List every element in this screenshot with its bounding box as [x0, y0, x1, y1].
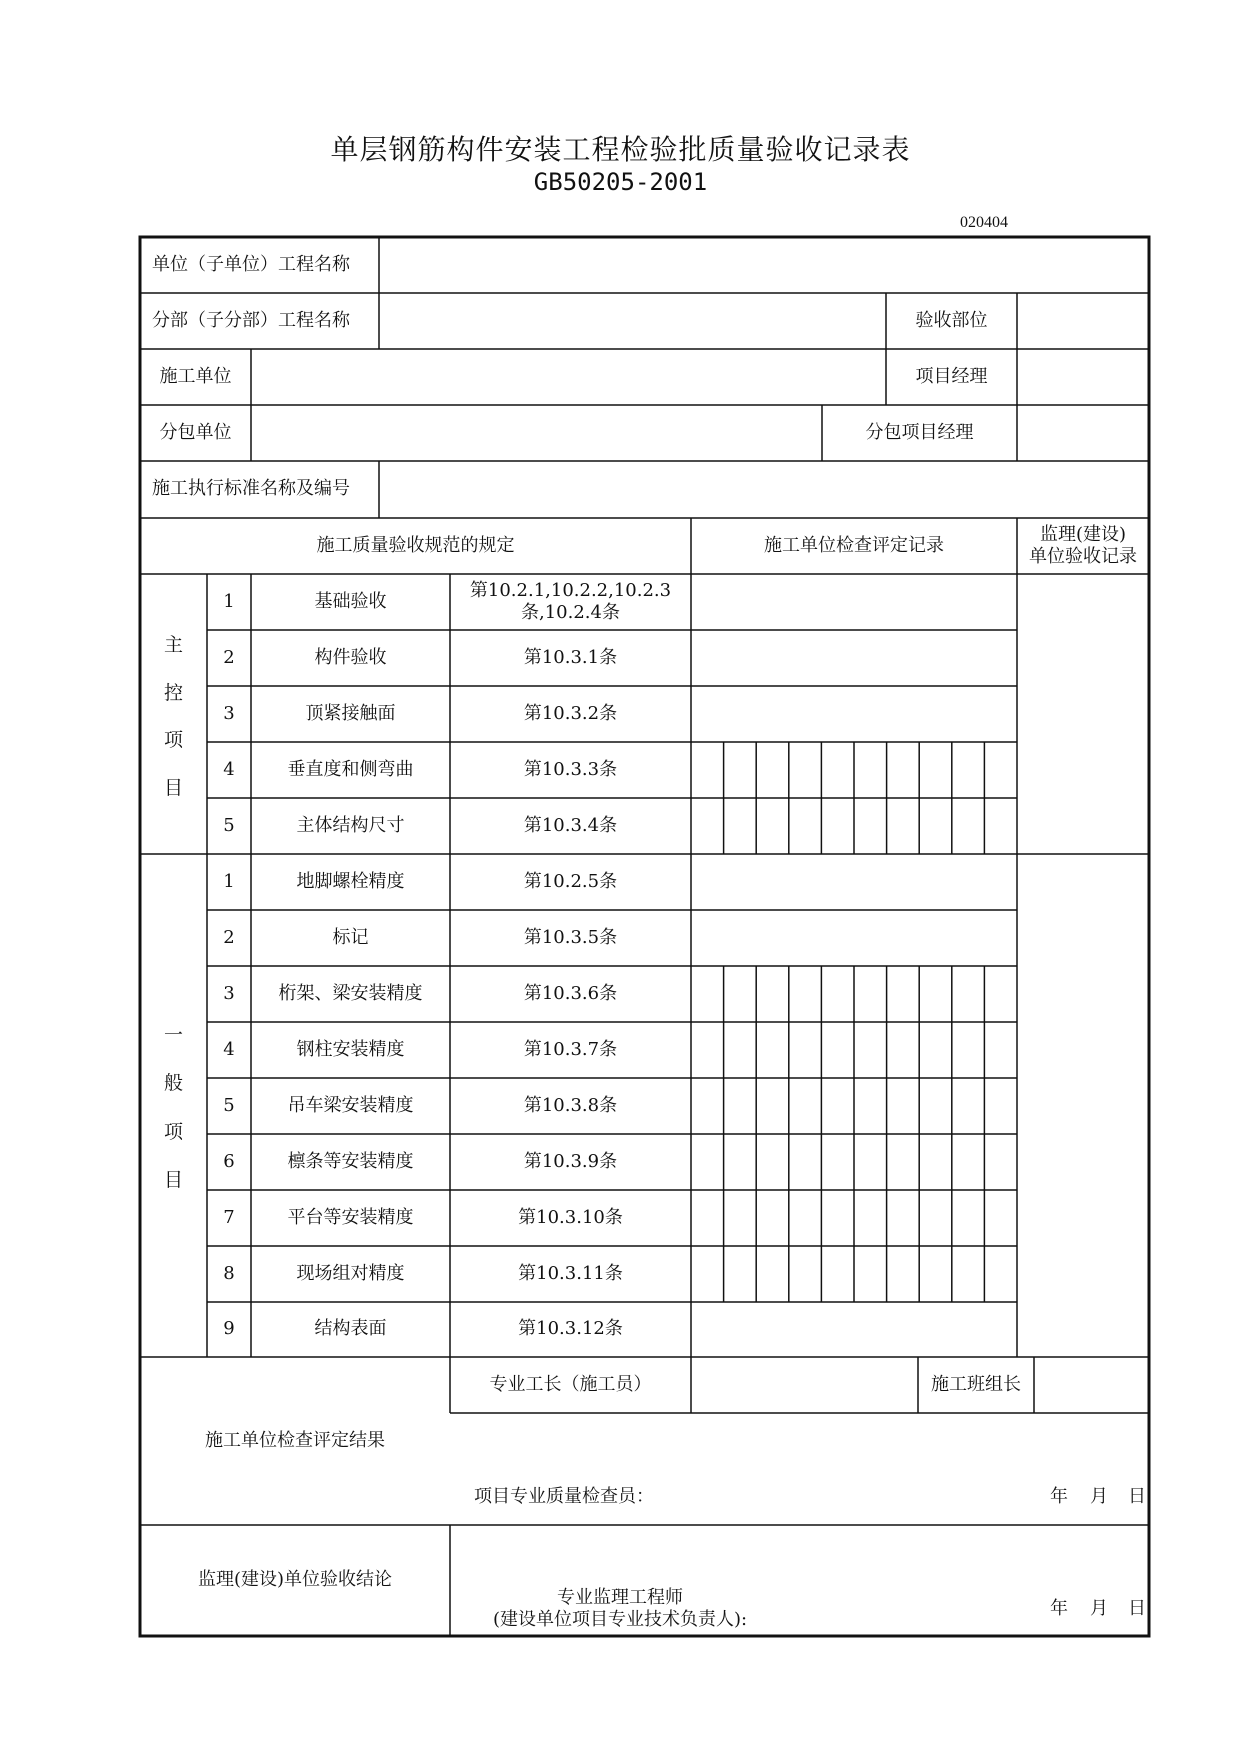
item-clause: 第10.3.11条: [518, 1262, 623, 1284]
item-name: 主体结构尺寸: [296, 814, 405, 836]
item-number: 6: [223, 1150, 235, 1172]
item-clause: 第10.3.3条: [523, 758, 618, 780]
item-clause: 第10.2.1,10.2.2,10.2.3 条,10.2.4条: [469, 579, 672, 623]
item-name: 钢柱安装精度: [296, 1038, 405, 1060]
item-clause: 第10.3.4条: [523, 814, 618, 836]
unit-project-label: 单位（子单位）工程名称: [152, 253, 350, 275]
item-clause: 第10.3.8条: [523, 1094, 618, 1116]
item-number: 2: [223, 646, 235, 668]
team-leader-label: 施工班组长: [931, 1373, 1021, 1395]
supervision-header: [1017, 518, 1149, 574]
item-name: 现场组对精度: [296, 1262, 405, 1284]
item-name: 顶紧接触面: [305, 702, 396, 724]
inspector-label: 项目专业质量检查员：: [474, 1485, 654, 1507]
conclusion-label: 监理(建设)单位验收结论: [197, 1569, 393, 1591]
item-clause: 第10.3.10条: [518, 1206, 623, 1228]
item-clause: 第10.3.7条: [523, 1038, 618, 1060]
item-name: 桁架、梁安装精度: [278, 982, 423, 1004]
item-number: 3: [223, 702, 235, 724]
general-group-label: 一 般 项 目: [163, 1024, 183, 1191]
check-record-header: 施工单位检查评定记录: [764, 534, 944, 556]
spec-header: 施工质量验收规范的规定: [316, 534, 515, 556]
item-number: 3: [223, 982, 235, 1004]
subcontract-unit-label: 分包单位: [159, 421, 232, 443]
item-name: 垂直度和侧弯曲: [287, 758, 414, 780]
item-number: 9: [223, 1318, 235, 1340]
conclusion-date-day: 日: [1128, 1597, 1146, 1619]
item-name: 基础验收: [314, 590, 387, 612]
main-control-group-label: 主 控 项 目: [163, 634, 183, 799]
result-date-day: 日: [1128, 1485, 1146, 1507]
item-number: 5: [223, 814, 235, 836]
item-clause: 第10.2.5条: [523, 870, 618, 892]
acceptance-part-label: 验收部位: [915, 309, 988, 331]
project-manager-label: 项目经理: [915, 365, 988, 387]
construction-unit-label: 施工单位: [159, 365, 232, 387]
conclusion-date-year: 年: [1050, 1597, 1068, 1619]
standard-name-label: 施工执行标准名称及编号: [152, 478, 350, 500]
item-clause: 第10.3.9条: [523, 1150, 618, 1172]
item-clause: 第10.3.5条: [523, 926, 618, 948]
item-number: 4: [223, 1038, 235, 1060]
conclusion-date-month: 月: [1090, 1597, 1108, 1619]
form-code: 020404: [960, 214, 1008, 231]
item-name: 结构表面: [314, 1318, 387, 1340]
item-name: 标记: [332, 926, 369, 948]
supervision-header-line2: 单位验收记录: [1029, 546, 1137, 567]
item-number: 8: [223, 1262, 235, 1284]
engineer-signature-label: 专业监理工程师 (建设单位项目专业技术负责人):: [492, 1586, 748, 1630]
item-name: 檩条等安装精度: [287, 1150, 414, 1172]
item-number: 2: [223, 926, 235, 948]
item-clause: 第10.3.12条: [518, 1318, 623, 1340]
result-date-month: 月: [1090, 1485, 1108, 1507]
subcontract-manager-label: 分包项目经理: [865, 421, 974, 443]
item-name: 地脚螺栓精度: [296, 870, 405, 892]
page-title: 单层钢筋构件安装工程检验批质量验收记录表: [330, 133, 911, 166]
item-number: 1: [223, 870, 235, 892]
item-name: 吊车梁安装精度: [287, 1094, 414, 1116]
foreman-label: 专业工长（施工员）: [489, 1373, 652, 1395]
item-number: 5: [223, 1094, 235, 1116]
result-date-year: 年: [1050, 1485, 1068, 1507]
supervision-header-line1: 监理(建设): [1039, 523, 1127, 545]
item-number: 1: [223, 590, 235, 612]
item-name: 构件验收: [314, 646, 387, 668]
item-number: 4: [223, 758, 235, 780]
item-number: 7: [223, 1206, 235, 1228]
sub-project-label: 分部（子分部）工程名称: [152, 309, 350, 331]
result-label: 施工单位检查评定结果: [205, 1429, 385, 1451]
item-name: 平台等安装精度: [287, 1206, 414, 1228]
item-clause: 第10.3.1条: [523, 646, 618, 668]
item-clause: 第10.3.2条: [523, 702, 618, 724]
standard-code: GB50205-2001: [533, 168, 708, 196]
item-clause: 第10.3.6条: [523, 982, 618, 1004]
